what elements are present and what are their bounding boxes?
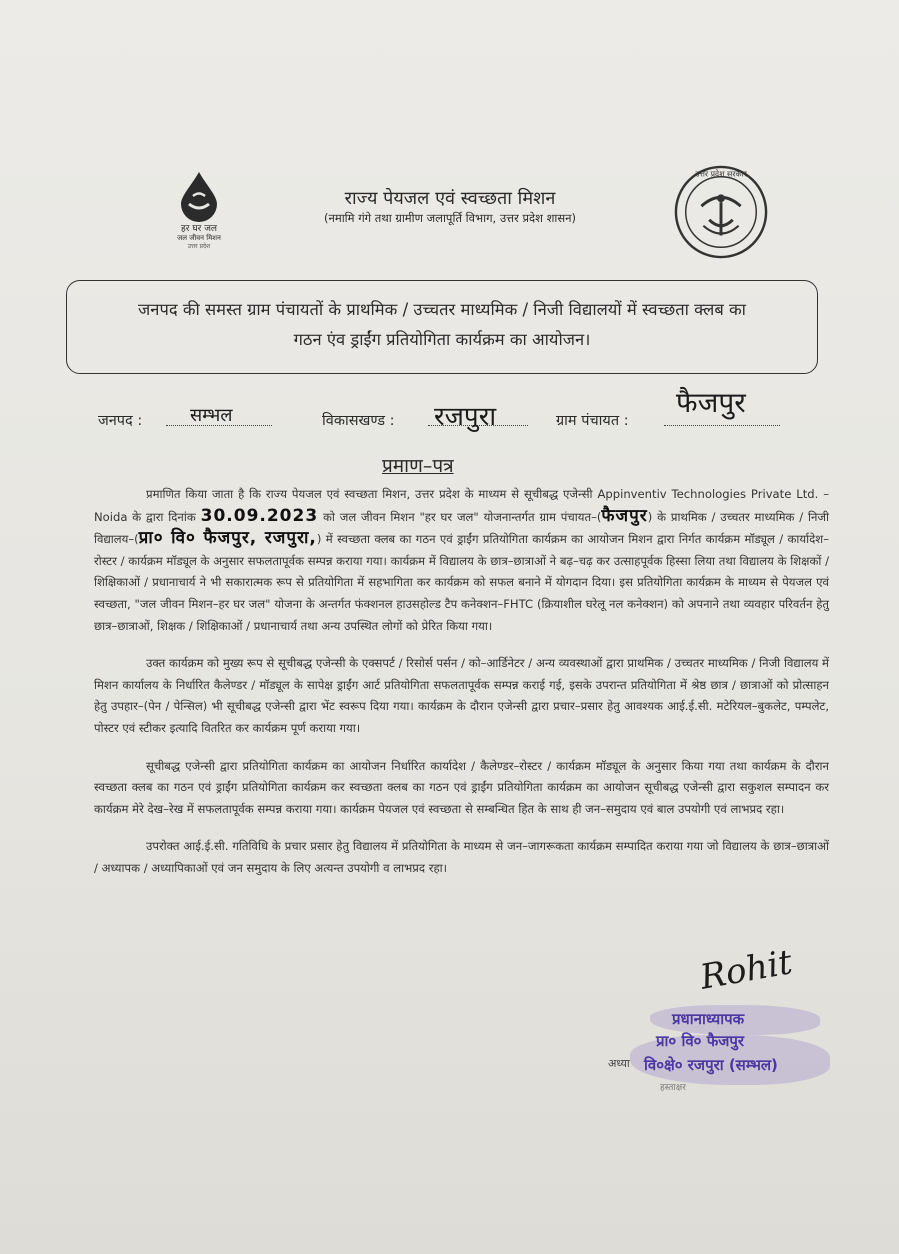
- mission-title: राज्य पेयजल एवं स्वच्छता मिशन: [344, 188, 556, 209]
- logo-line-2: जल जीवन मिशन: [177, 234, 221, 242]
- paragraph-3: सूचीबद्ध एजेन्सी द्वारा प्रतियोगिता कार्यक्रम का आयोजन निर्धारित कार्यादेश / कैलेण्डर–रोस्टर / कार्यक्रम मॉड्यूल के अनुसार किया गया तथा कार्यक्रम के दौरान स्वच्छता क्लब का गठन एवं ड्राईंग प्रतियोगिता कार्यक्रम कर स्वच्छता क्लब का गठन एवं ड्राईंग प्रतियोगिता कार्यक्रम का आयोजन सूचीबद्ध एजेन्सी द्वारा सकुशल सम्पादन कर कार्यक्रम मेरे देख–रेख में सफलतापूर्वक सम्पन्न कराया गया। कार्यक्रम पेयजल एवं स्वच्छता से सम्बन्धित हित के साथ ही जन–समुदाय एवं बाल उपयोगी एवं लाभप्रद रहा।: [94, 758, 829, 816]
- district-label: जनपद :: [98, 413, 143, 429]
- p1-text-b: को जल जीवन मिशन "हर घर जल" योजनान्तर्गत ग्राम पंचायत–(: [323, 509, 602, 524]
- certificate-title: प्रमाण–पत्र: [382, 455, 454, 477]
- water-drop-icon: [177, 170, 221, 222]
- school-name: प्रा० वि० फैजपुर, रजपुरा,: [138, 528, 317, 549]
- banner-line-2: गठन एंव ड्राईंग प्रतियोगिता कार्यक्रम का आयोजन।: [293, 330, 591, 349]
- p1-text-c: ) के प्राथमिक / उच्चतर माध्यमिक / निजी विद्यालय–(: [94, 509, 830, 547]
- stamp-prefix: अध्या: [608, 1057, 630, 1070]
- logo-line-3: उत्तर प्रदेश: [187, 243, 211, 250]
- subject-banner: [66, 280, 818, 374]
- logo-line-1: हर घर जल: [181, 224, 217, 234]
- p1-text-a: प्रमाणित किया जाता है कि राज्य पेयजल एवं स्वच्छता मिशन, उत्तर प्रदेश के माध्यम से सूचीबद्ध एजेन्सी Appinventiv Technologies Private Ltd. – Noida के द्वारा दिनांक: [94, 487, 829, 524]
- event-date: 30.09.2023: [200, 505, 319, 526]
- stamp-line-2: प्रा० वि० फैजपुर: [656, 1032, 745, 1050]
- stamp-line-3: वि०क्षे० रजपुरा (सम्भल): [644, 1056, 778, 1074]
- p1-panchayat: फैजपुर: [601, 505, 648, 526]
- stamp-line-1: प्रधानाध्यापक: [672, 1010, 745, 1028]
- certificate-body: [94, 484, 829, 896]
- headmaster-stamp: [600, 1005, 830, 1087]
- up-government-emblem-icon: [672, 163, 770, 261]
- p1-text-d: ) में स्वच्छता क्लब का गठन एवं ड्राईंग प्रतियोगिता कार्यक्रम का आयोजन मिशन द्वारा निर्गत कार्यक्रम मॉड्यूल / कार्यादेश–रोस्टर / कार्यक्रम मॉड्यूल के अनुसार सफलतापूर्वक सम्पन्न कराया गया। कार्यक्रम में विद्यालय के छात्र–छात्राओं ने बढ़–चढ़ कर उत्साहपूर्वक हिस्सा लिया तथा विद्यालय के शिक्षकों / शिक्षिकाओं / प्रधानाचार्य ने भी सकारात्मक रूप से प्रतियोगिता में सहभागिता कर कार्यक्रम को सफल बनाने में योगदान दिया। इस प्रतियोगिता कार्यक्रम के माध्यम से पेयजल एवं स्वच्छता, "जल जीवन मिशन–हर घर जल" योजना के अन्तर्गत फंक्शनल हाउसहोल्ड टैप कनेक्शन–FHTC (क्रियाशील घरेलू नल कनेक्शन) को अपनाने तथा व्यवहार परिवर्तन हेतु छात्र–छात्राओं, शिक्षक / शिक्षिकाओं / प्रधानाचार्य तथा अन्य उपस्थित लोगों को प्रेरित किया गया।: [94, 532, 829, 633]
- panchayat-label: ग्राम पंचायत :: [556, 413, 629, 429]
- banner-line-1: जनपद की समस्त ग्राम पंचायतों के प्राथमिक / उच्चतर माध्यमिक / निजी विद्यालयों में स्वच्छता क्लब का: [138, 300, 746, 319]
- signature: Rohit: [697, 942, 796, 998]
- emblem-text: उत्तर प्रदेश सरकार: [695, 169, 747, 179]
- district-value: सम्भल: [190, 405, 233, 426]
- stamp-under-text: हस्ताक्षर: [660, 1083, 686, 1093]
- paragraph-2: उक्त कार्यक्रम को मुख्य रूप से सूचीबद्ध एजेन्सी के एक्सपर्ट / रिसोर्स पर्सन / को–आर्डिनेटर / अन्य व्यवस्थाओं द्वारा प्राथमिक / उच्चतर माध्यमिक / निजी विद्यालय में मिशन कार्यालय के निर्धारित कैलेण्डर / मॉड्यूल के सापेक्ष ड्राईंग आर्ट प्रतियोगिता सफलतापूर्वक सम्पन्न कराई गई, इसके उपरान्त प्रतियोगिता में श्रेष्ठ छात्र / छात्राओं को प्रोत्साहन हेतु उपहार–(पेन / पेन्सिल) भी सूचीबद्ध एजेन्सी द्वारा भेंट स्वरूप दिया गया। कार्यक्रम के दौरान एजेन्सी द्वारा प्रचार–प्रसार हेतु आवश्यक आई.ई.सी. मटेरियल–बुकलेट, पम्पलेट, पोस्टर एवं स्टीकर इत्यादि वितरित कर कार्यक्रम पूर्ण कराया गया।: [94, 656, 829, 735]
- panchayat-value: फैजपुर: [676, 386, 746, 419]
- block-label: विकासखण्ड :: [322, 413, 395, 429]
- panchayat-dots: [664, 425, 780, 426]
- paragraph-1: [94, 484, 829, 637]
- location-fields: [98, 386, 818, 435]
- mission-subtitle: (नमामि गंगे तथा ग्रामीण जलापूर्ति विभाग, उत्तर प्रदेश शासन): [323, 211, 577, 225]
- block-value: रजपुरा: [434, 402, 497, 432]
- har-ghar-jal-logo: [160, 170, 238, 251]
- paragraph-4: उपरोक्त आई.ई.सी. गतिविधि के प्रचार प्रसार हेतु विद्यालय में प्रतियोगिता के माध्यम से जन–जागरूकता कार्यक्रम सम्पादित कराया गया जो विद्यालय के छात्र–छात्राओं / अध्यापक / अध्यापिकाओं एवं जन समुदाय के लिए अत्यन्त उपयोगी व लाभप्रद रहा।: [94, 839, 829, 875]
